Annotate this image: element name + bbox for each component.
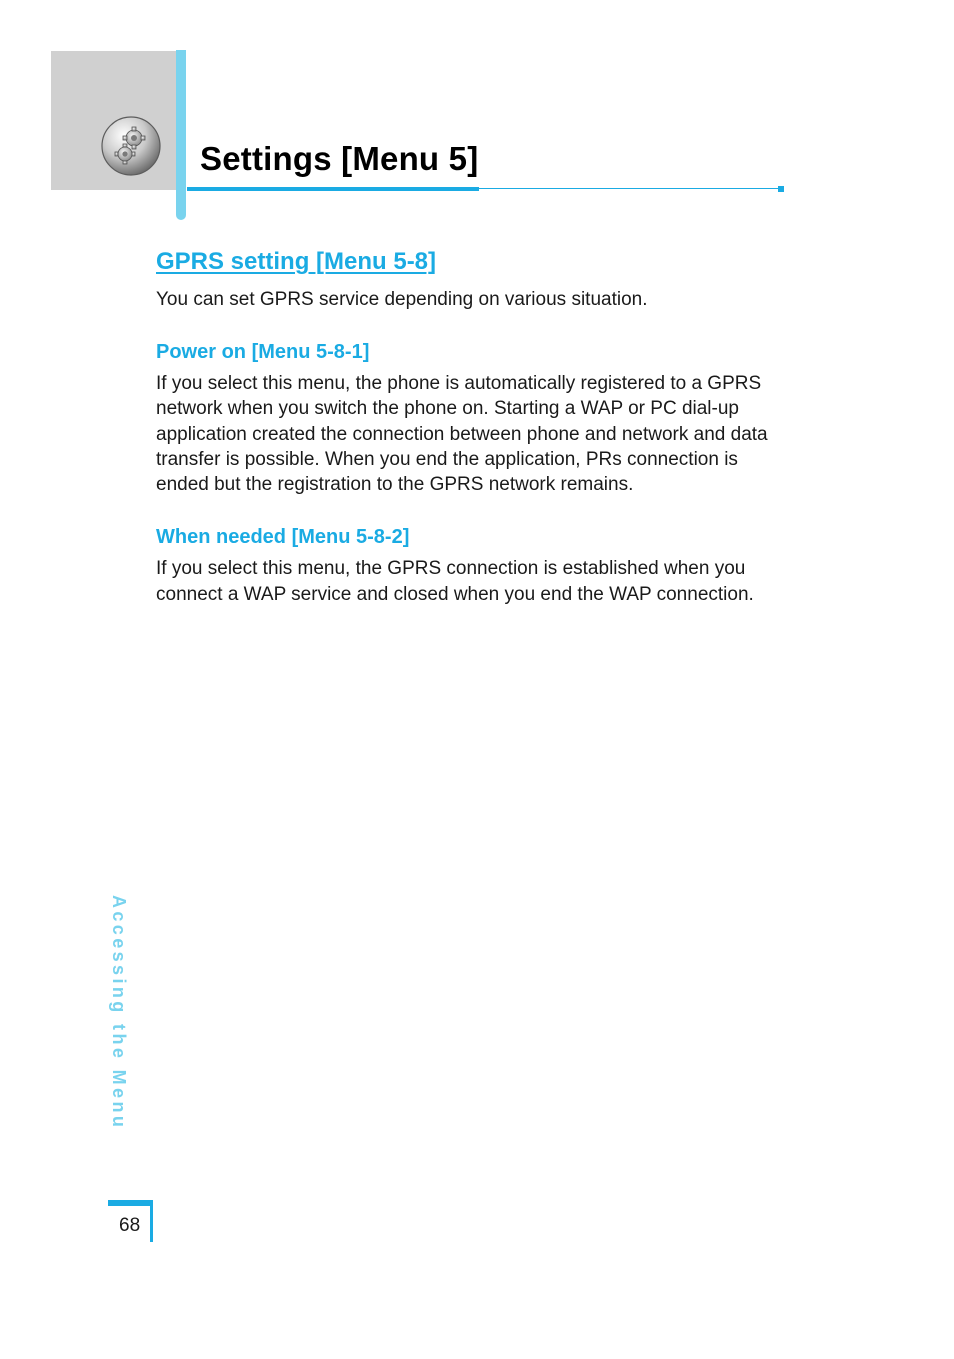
header-accent-bar [176,50,186,220]
gear-icon [101,116,161,176]
section-intro: You can set GPRS service depending on various situation. [156,289,648,310]
chapter-title: Settings [Menu 5] [200,140,479,177]
page-number: 68 [119,1215,141,1236]
page-content [156,247,776,607]
page-number-rule-top [108,1200,153,1206]
subsection-body-power-on: If you select this menu, the phone is automatically registered to a GPRS network when you switch the phone on. Starting a WAP or PC dial-up application created the connection between phone and network and data transfer is possible. When you end the application, PRs connection is ended but the registration to the GPRS network remains. [156,373,768,496]
title-underline-thin [479,188,779,189]
subsection-body-when-needed: If you select this menu, the GPRS connection is established when you connect a WAP service and closed when you end the WAP connection. [156,558,754,605]
subsection-heading-when-needed: When needed [Menu 5-8-2] [156,526,410,549]
sidebar-chapter-label: Accessing the Menu [109,895,129,1131]
subsection-heading-power-on: Power on [Menu 5-8-1] [156,341,370,363]
title-underline-thick [187,187,479,191]
title-underline-end-dot [778,186,784,192]
section-heading: GPRS setting [Menu 5-8] [156,248,437,275]
page-number-rule-side [150,1206,153,1242]
